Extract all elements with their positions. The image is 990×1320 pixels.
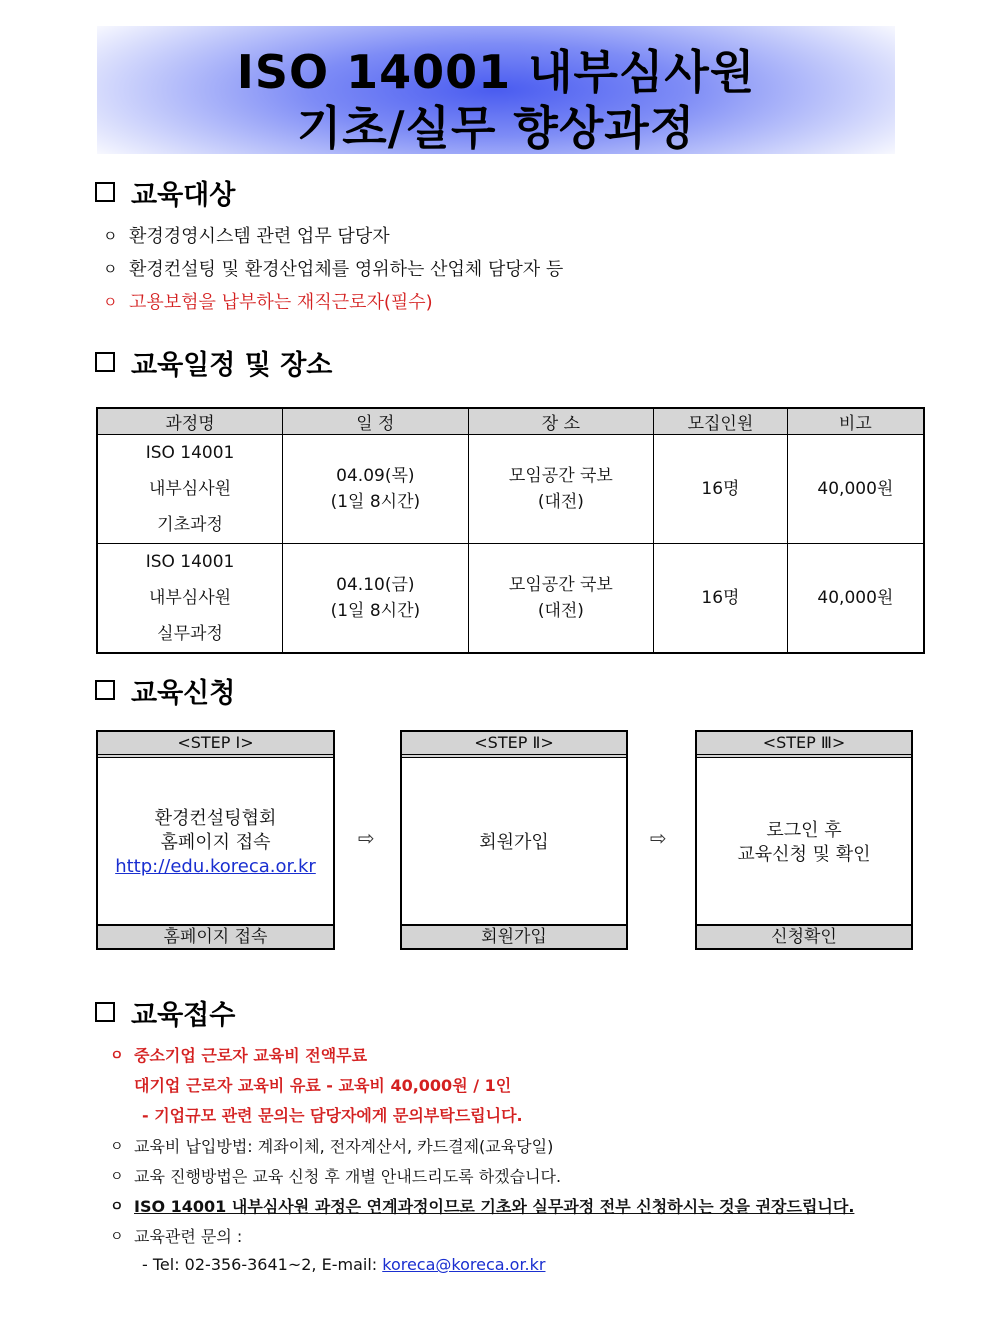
arrow-right-icon: ⇨ bbox=[358, 826, 375, 850]
table-row bbox=[97, 435, 924, 544]
step-text: 홈페이지 접속 bbox=[160, 832, 271, 853]
column-header: 모집인원 bbox=[654, 408, 788, 435]
reception-item bbox=[110, 1134, 553, 1157]
hours-text: (1일 8시간) bbox=[330, 601, 421, 621]
course-name-cell bbox=[97, 435, 283, 544]
course-name-cell bbox=[97, 544, 283, 654]
date-text: 04.10(금) bbox=[336, 575, 415, 595]
checkbox-square-icon bbox=[95, 182, 115, 202]
bullet-icon: ㅇ bbox=[110, 1228, 124, 1245]
section-apply-heading bbox=[95, 670, 235, 710]
arrow-right-icon: ⇨ bbox=[650, 826, 667, 850]
column-header: 비고 bbox=[787, 408, 924, 435]
step-3-box bbox=[695, 730, 913, 950]
recommend-text: ISO 14001 내부심사원 과정은 연계과정이므로 기초와 실무과정 전부 신청하시는 것을 권장드립니다. bbox=[134, 1197, 855, 1216]
bullet-icon: ㅇ bbox=[103, 259, 118, 278]
bullet-icon: ㅇ bbox=[110, 1168, 124, 1185]
step-2-box bbox=[400, 730, 628, 950]
course-name-line: ISO 14001 bbox=[145, 443, 235, 463]
date-cell bbox=[283, 435, 469, 544]
step-body bbox=[402, 760, 626, 926]
reception-item bbox=[134, 1073, 511, 1096]
course-name-line: 기초과정 bbox=[157, 515, 223, 535]
reception-item bbox=[142, 1103, 523, 1126]
fee-cell: 40,000원 bbox=[787, 544, 924, 654]
step-text: 환경컨설팅협회 bbox=[154, 808, 277, 829]
process-text: 교육 진행방법은 교육 신청 후 개별 안내드리도록 하겠습니다. bbox=[134, 1167, 562, 1186]
target-item-text: 고용보험을 납부하는 재직근로자(필수) bbox=[129, 292, 433, 313]
email-link[interactable]: koreca@koreca.or.kr bbox=[382, 1255, 546, 1274]
city-text: (대전) bbox=[537, 601, 584, 621]
table-row bbox=[97, 544, 924, 654]
title-banner bbox=[97, 26, 895, 154]
step-footer: 회원가입 bbox=[402, 924, 626, 948]
page-title-line2: 기초/실무 향상과정 bbox=[296, 101, 696, 155]
section-target-heading bbox=[95, 172, 235, 212]
step-label: <STEP Ⅰ> bbox=[98, 732, 333, 758]
course-name-line: 내부심사원 bbox=[148, 588, 232, 608]
bullet-icon: ㅇ bbox=[110, 1138, 124, 1155]
place-text: 모임공간 국보 bbox=[508, 575, 613, 595]
contact-text: - Tel: 02-356-3641~2, E-mail: bbox=[142, 1255, 383, 1274]
step-body bbox=[98, 760, 333, 926]
step-1-box bbox=[96, 730, 335, 950]
step-label: <STEP Ⅱ> bbox=[402, 732, 626, 758]
fee-cell: 40,000원 bbox=[787, 435, 924, 544]
reception-item bbox=[110, 1043, 367, 1066]
column-header: 일 정 bbox=[283, 408, 469, 435]
hours-text: (1일 8시간) bbox=[330, 492, 421, 512]
inquiry-label: 교육관련 문의 : bbox=[134, 1227, 243, 1246]
column-header: 장 소 bbox=[468, 408, 653, 435]
step-text: 회원가입 bbox=[479, 832, 549, 853]
section-reception-heading bbox=[95, 992, 235, 1032]
course-name-line: 실무과정 bbox=[157, 624, 223, 644]
paid-tuition-text: 대기업 근로자 교육비 유료 - 교육비 40,000원 / 1인 bbox=[134, 1076, 512, 1095]
target-item bbox=[103, 222, 390, 248]
table-header-row bbox=[97, 408, 924, 435]
bullet-icon: ㅇ bbox=[103, 226, 118, 245]
homepage-link[interactable]: http://edu.koreca.or.kr bbox=[115, 856, 316, 877]
reception-item bbox=[110, 1224, 242, 1247]
target-item-text: 환경경영시스템 관련 업무 담당자 bbox=[129, 226, 390, 247]
reception-item bbox=[110, 1164, 561, 1187]
payment-method-text: 교육비 납입방법: 계좌이체, 전자계산서, 카드결제(교육당일) bbox=[134, 1137, 554, 1156]
step-body bbox=[697, 760, 911, 926]
bullet-icon: ㅇ bbox=[110, 1047, 124, 1064]
date-text: 04.09(목) bbox=[336, 466, 415, 486]
course-name-line: 내부심사원 bbox=[148, 479, 232, 499]
page-title-line1: ISO 14001 내부심사원 bbox=[236, 45, 756, 99]
schedule-table bbox=[96, 407, 925, 654]
step-footer: 신청확인 bbox=[697, 924, 911, 948]
section-title: 교육신청 bbox=[131, 677, 236, 709]
target-item-required bbox=[103, 288, 433, 314]
date-cell bbox=[283, 544, 469, 654]
reception-item bbox=[110, 1194, 854, 1217]
bullet-icon: ㅇ bbox=[103, 292, 118, 311]
free-tuition-text: 중소기업 근로자 교육비 전액무료 bbox=[134, 1046, 368, 1065]
section-schedule-heading bbox=[95, 342, 332, 382]
section-title: 교육일정 및 장소 bbox=[131, 349, 333, 381]
target-item-text: 환경컨설팅 및 환경산업체를 영위하는 산업체 담당자 등 bbox=[129, 259, 564, 280]
capacity-cell: 16명 bbox=[654, 544, 788, 654]
bullet-icon: ㅇ bbox=[110, 1198, 124, 1215]
column-header: 과정명 bbox=[97, 408, 283, 435]
place-cell bbox=[468, 435, 653, 544]
step-footer: 홈페이지 접속 bbox=[98, 924, 333, 948]
checkbox-square-icon bbox=[95, 680, 115, 700]
place-cell bbox=[468, 544, 653, 654]
target-item bbox=[103, 255, 563, 281]
inquiry-note-text: - 기업규모 관련 문의는 담당자에게 문의부탁드립니다. bbox=[142, 1106, 523, 1125]
capacity-cell: 16명 bbox=[654, 435, 788, 544]
checkbox-square-icon bbox=[95, 352, 115, 372]
checkbox-square-icon bbox=[95, 1002, 115, 1022]
step-label: <STEP Ⅲ> bbox=[697, 732, 911, 758]
contact-line bbox=[142, 1255, 545, 1274]
city-text: (대전) bbox=[537, 492, 584, 512]
section-title: 교육대상 bbox=[131, 179, 236, 211]
section-title: 교육접수 bbox=[131, 999, 236, 1031]
place-text: 모임공간 국보 bbox=[508, 466, 613, 486]
course-name-line: ISO 14001 bbox=[145, 552, 235, 572]
step-text: 로그인 후 bbox=[766, 820, 842, 841]
step-text: 교육신청 및 확인 bbox=[737, 844, 871, 865]
